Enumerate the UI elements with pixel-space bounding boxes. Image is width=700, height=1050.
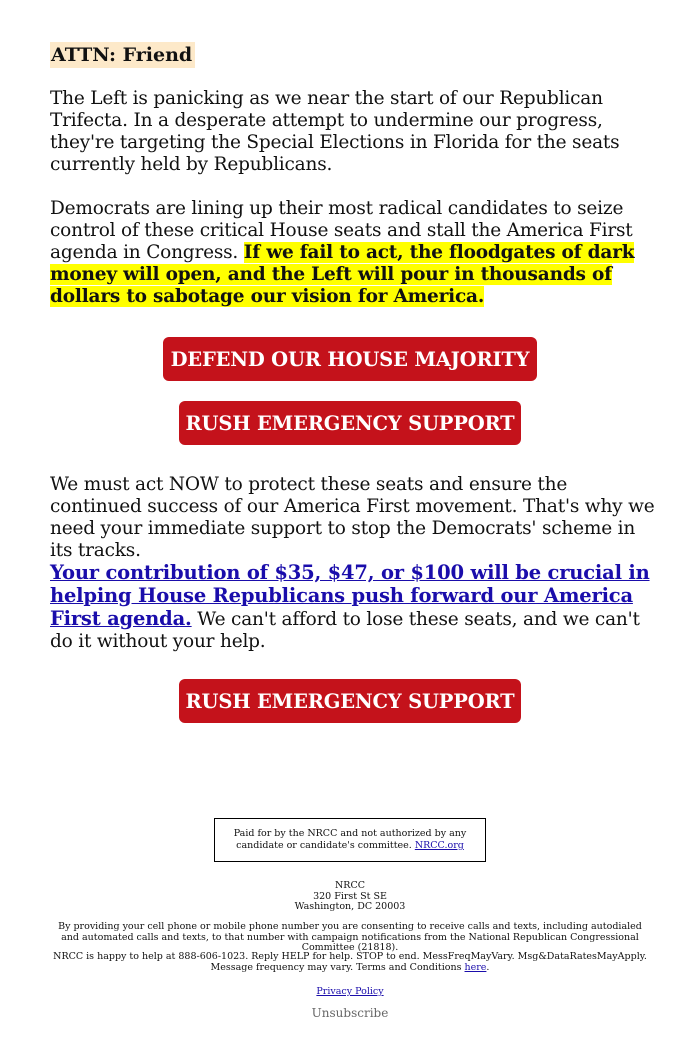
sms-help-body: NRCC is happy to help at 888-606-1023. Reply HELP for help. STOP to end. MessFreqMayVary. Msg&DataRatesMayApply. Message frequency may vary. Terms and Conditions: [53, 951, 647, 973]
privacy-policy-link[interactable]: Privacy Policy: [316, 986, 384, 997]
defend-house-majority-button[interactable]: DEFEND OUR HOUSE MAJORITY: [163, 337, 537, 381]
paragraph-act-now: We must act NOW to protect these seats and ensure the continued success of our America First movement. That's why we need your immediate support to stop the Democrats' scheme in its tracks.: [50, 474, 655, 561]
unsubscribe-link[interactable]: Unsubscribe: [311, 1006, 389, 1020]
org-name: NRCC: [334, 880, 365, 891]
mailing-address: [48, 881, 652, 913]
paragraph-democrats-text: Democrats are lining up their most radical candidates to seize control of these critical House seats and stall the America First agenda in Congress.: [50, 198, 633, 263]
paragraph-intro: The Left is panicking as we near the start of our Republican Trifecta. In a desperate attempt to undermine our progress, they're targeting the Special Elections in Florida for the seats currently held by Republicans.: [50, 88, 620, 175]
street-address: 320 First St SE: [313, 890, 387, 902]
paragraph-contribution-text: We can't afford to lose these seats, and we can't do it without your help.: [50, 609, 640, 652]
paragraph-democrats: [50, 198, 655, 308]
paid-for-text-wrap: [215, 828, 485, 852]
sms-help-text: NRCC is happy to help at 888-606-1023. Reply HELP for help. STOP to end. MessFreqMayVary. Msg&DataRatesMayApply. Message frequency may vary. Terms and Conditions here.: [53, 951, 647, 973]
city-address: Washington, DC 20003: [294, 901, 406, 912]
terms-link[interactable]: here: [464, 961, 487, 973]
paid-for-disclaimer: [214, 818, 486, 862]
rush-emergency-support-button-bottom[interactable]: RUSH EMERGENCY SUPPORT: [179, 679, 521, 723]
rush-emergency-support-button[interactable]: RUSH EMERGENCY SUPPORT: [179, 401, 521, 445]
nrcc-link[interactable]: NRCC.org: [414, 840, 464, 851]
highlighted-warning: If we fail to act, the floodgates of dark money will open, and the Left will pour in thousands of dollars to sabotage our vision for America.: [50, 242, 635, 307]
privacy-policy-row: [48, 987, 652, 998]
sms-consent-text: By providing your cell phone or mobile phone number you are consenting to receive calls and texts, including autodialed and automated calls and texts, to that number with campaign notifications from the National Republican Congressional Committee (21818).: [58, 921, 642, 953]
contribution-link[interactable]: Your contribution of $35, $47, or $100 will be crucial in helping House Republicans push forward our America First agenda.: [50, 561, 650, 630]
paid-for-text: Paid for by the NRCC and not authorized by any candidate or candidate's committee.: [233, 828, 467, 851]
greeting: ATTN: Friend: [50, 42, 195, 68]
paragraph-contribution: [50, 562, 655, 653]
